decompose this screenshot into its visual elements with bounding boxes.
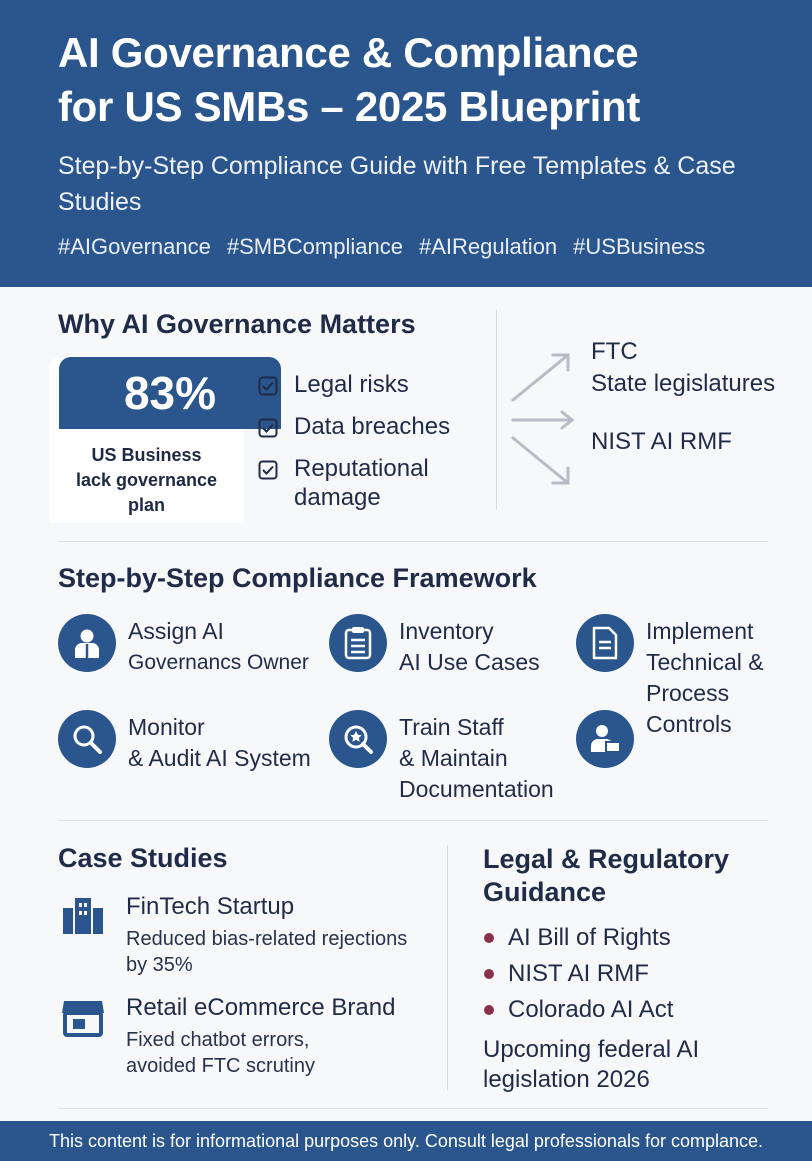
step-label-line: Monitor	[128, 714, 205, 740]
risk-label: Data breaches	[294, 413, 451, 440]
legal-item-label: NIST AI RMF	[508, 960, 649, 987]
section-divider	[58, 820, 768, 821]
step-label-line: Process	[646, 680, 730, 706]
bullet-icon	[484, 969, 494, 979]
building-icon	[58, 892, 108, 942]
legal-item-label: Colorado AI Act	[508, 996, 674, 1023]
footer-disclaimer: This content is for informational purposes only. Consult legal professionals for complance.	[0, 1121, 812, 1161]
title-line-2: for US SMBs – 2025 Blueprint	[58, 83, 641, 130]
hashtag-row	[58, 234, 812, 260]
regulator-item: FTC	[591, 338, 638, 365]
hashtag: #SMBCompliance	[226, 234, 403, 259]
checkbox-icon	[258, 460, 278, 480]
spacer	[591, 400, 775, 426]
step-label-line: Train Staff	[399, 714, 504, 740]
step-label-line: Inventory	[399, 618, 494, 644]
stat-value: 83%	[59, 357, 281, 429]
step-label-line: & Maintain	[399, 745, 508, 771]
hashtag: #AIGovernance	[58, 234, 211, 259]
regulator-list	[591, 336, 775, 458]
framework-step	[58, 614, 309, 678]
magnifier-icon	[58, 710, 116, 768]
why-heading: Why AI Governance Matters	[58, 309, 416, 339]
case-title: Retail eCommerce Brand	[126, 994, 396, 1021]
regulator-item: NIST AI RMF	[591, 428, 732, 455]
step-label-line: Documentation	[399, 776, 554, 802]
step-label-line: & Audit AI System	[128, 745, 311, 771]
step-label	[399, 614, 540, 678]
legal-item-label: AI Bill of Rights	[508, 924, 671, 951]
legal-note-line: Upcoming federal AI	[483, 1036, 700, 1063]
step-label	[646, 614, 764, 740]
case-text	[126, 993, 395, 1079]
case-description-line: by 35%	[126, 954, 193, 976]
page-subtitle: Step-by-Step Compliance Guide with Free Templates & Case Studies	[58, 152, 736, 216]
step-label-line: Implement	[646, 618, 754, 644]
person-icon	[58, 614, 116, 672]
section-divider	[58, 1108, 768, 1109]
case-description	[126, 1027, 395, 1079]
case-description-line: Reduced bias-related rejections	[126, 928, 408, 950]
stat-caption-line: plan	[127, 495, 165, 515]
risk-item	[258, 454, 450, 512]
risk-item	[258, 370, 450, 399]
title-line-1: AI Governance & Compliance	[58, 29, 639, 76]
document-icon	[576, 614, 634, 672]
step-label-line: Technical &	[646, 649, 764, 675]
step-label	[399, 710, 554, 805]
bullet-icon	[484, 1005, 494, 1015]
framework-step	[58, 710, 311, 774]
risk-label: Reputational damage	[294, 455, 429, 511]
vertical-divider	[447, 845, 448, 1090]
risk-list	[258, 370, 450, 525]
risk-label: Legal risks	[294, 371, 409, 398]
legal-heading-line: Guidance	[483, 877, 607, 907]
step-label	[128, 710, 311, 774]
step-label	[128, 614, 309, 678]
case-description-line: Fixed chatbot errors,	[126, 1029, 310, 1051]
step-label-line: AI Use Cases	[399, 649, 540, 675]
legal-item	[484, 920, 673, 956]
case-study	[58, 993, 395, 1079]
step-label-line: Assign AI	[128, 618, 224, 644]
legal-note	[483, 1035, 773, 1095]
framework-step	[329, 710, 554, 805]
step-label-line: Controls	[646, 711, 732, 737]
storefront-icon	[58, 993, 108, 1043]
case-description	[126, 926, 407, 978]
legal-note-line: legislation 2026	[483, 1066, 650, 1093]
stat-caption-line: US Business	[91, 445, 202, 465]
checkbox-icon	[258, 376, 278, 396]
framework-heading: Step-by-Step Compliance Framework	[58, 563, 537, 593]
stat-caption	[49, 443, 244, 518]
legal-list	[484, 920, 673, 1028]
clipboard-icon	[329, 614, 387, 672]
case-description-line: avoided FTC scrutiny	[126, 1055, 315, 1077]
stat-card	[49, 357, 244, 523]
header-banner	[0, 0, 812, 287]
checkbox-icon	[258, 418, 278, 438]
badge-icon	[329, 710, 387, 768]
hashtag: #AIRegulation	[418, 234, 558, 259]
bullet-icon	[484, 933, 494, 943]
stat-caption-line: lack governance	[75, 470, 218, 490]
legal-heading-line: Legal & Regulatory	[483, 844, 730, 874]
case-title: FinTech Startup	[126, 893, 295, 920]
legal-heading	[483, 843, 729, 909]
legal-item	[484, 992, 673, 1028]
framework-step	[329, 614, 540, 678]
framework-step	[576, 710, 634, 768]
case-study	[58, 892, 407, 978]
risk-item	[258, 412, 450, 441]
hashtag: #USBusiness	[573, 234, 706, 259]
arrows-icon	[508, 350, 578, 490]
case-text	[126, 892, 407, 978]
step-label-line: Governancs Owner	[128, 651, 309, 674]
legal-item	[484, 956, 673, 992]
user-laptop-icon	[576, 710, 634, 768]
regulator-item: State legislatures	[591, 370, 776, 397]
case-studies-heading: Case Studies	[58, 843, 228, 873]
vertical-divider	[496, 310, 497, 510]
section-divider	[58, 541, 768, 542]
page-title	[58, 26, 812, 134]
